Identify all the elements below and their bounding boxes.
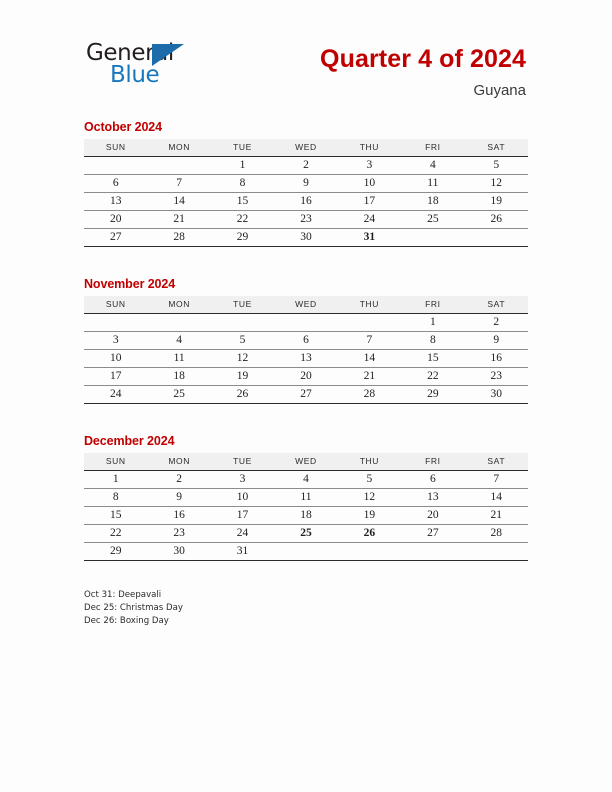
calendar-day[interactable]: 17 bbox=[338, 192, 401, 210]
calendar-day[interactable]: 14 bbox=[338, 349, 401, 367]
calendar-week-row bbox=[84, 506, 528, 524]
calendar-day-empty bbox=[274, 542, 337, 560]
calendar-day[interactable]: 23 bbox=[274, 210, 337, 228]
holiday-legend-item: Dec 25: Christmas Day bbox=[84, 603, 183, 614]
calendar-day[interactable]: 11 bbox=[274, 488, 337, 506]
calendar-day-empty bbox=[84, 156, 147, 174]
calendar-day-empty bbox=[465, 228, 528, 246]
calendar-day-holiday[interactable]: 26 bbox=[338, 524, 401, 542]
holiday-legend bbox=[84, 589, 404, 629]
calendar-day[interactable]: 3 bbox=[211, 470, 274, 488]
month-block-october bbox=[84, 120, 528, 247]
calendar-week-row bbox=[84, 524, 528, 542]
month-title: November 2024 bbox=[84, 277, 176, 291]
calendar-day[interactable]: 10 bbox=[84, 349, 147, 367]
calendar-day[interactable]: 7 bbox=[338, 331, 401, 349]
calendar-day[interactable]: 9 bbox=[147, 488, 210, 506]
calendar-day[interactable]: 20 bbox=[401, 506, 464, 524]
calendar-week-row bbox=[84, 470, 528, 488]
calendar-day[interactable]: 4 bbox=[147, 331, 210, 349]
calendar-day[interactable]: 20 bbox=[84, 210, 147, 228]
calendar-body bbox=[84, 156, 528, 246]
calendar-day[interactable]: 4 bbox=[274, 470, 337, 488]
calendar-day-holiday[interactable]: 31 bbox=[338, 228, 401, 246]
calendar-week-row bbox=[84, 174, 528, 192]
calendar-day[interactable]: 12 bbox=[211, 349, 274, 367]
weekday-header-wed: WED bbox=[274, 296, 337, 313]
calendar-day[interactable]: 29 bbox=[84, 542, 147, 560]
calendar-day[interactable]: 4 bbox=[401, 156, 464, 174]
calendar-day[interactable]: 26 bbox=[211, 385, 274, 403]
calendar-day[interactable]: 19 bbox=[211, 367, 274, 385]
calendar-day[interactable]: 5 bbox=[338, 470, 401, 488]
calendar-day[interactable]: 29 bbox=[211, 228, 274, 246]
month-title: October 2024 bbox=[84, 120, 163, 134]
calendar-day[interactable]: 24 bbox=[211, 524, 274, 542]
weekday-header-fri: FRI bbox=[401, 453, 464, 470]
calendar-day[interactable]: 12 bbox=[465, 174, 528, 192]
calendar-day[interactable]: 28 bbox=[147, 228, 210, 246]
calendar-day[interactable]: 24 bbox=[84, 385, 147, 403]
logo-text-blue: Blue bbox=[110, 62, 160, 88]
calendar-day[interactable]: 30 bbox=[147, 542, 210, 560]
calendar-day[interactable]: 15 bbox=[84, 506, 147, 524]
calendar-day[interactable]: 14 bbox=[465, 488, 528, 506]
calendar-week-row bbox=[84, 385, 528, 403]
calendar-week-row bbox=[84, 331, 528, 349]
calendar-day[interactable]: 28 bbox=[465, 524, 528, 542]
calendar-day[interactable]: 27 bbox=[84, 228, 147, 246]
month-block-november bbox=[84, 277, 528, 404]
calendar-day[interactable]: 2 bbox=[465, 313, 528, 331]
calendar-day[interactable]: 16 bbox=[274, 192, 337, 210]
weekday-header-mon: MON bbox=[147, 453, 210, 470]
calendar-day[interactable]: 17 bbox=[211, 506, 274, 524]
calendar-day[interactable]: 16 bbox=[147, 506, 210, 524]
calendar-day[interactable]: 30 bbox=[465, 385, 528, 403]
calendar-day-empty bbox=[274, 313, 337, 331]
page-title: Quarter 4 of 2024 bbox=[320, 45, 526, 73]
weekday-header-row bbox=[84, 453, 528, 470]
calendar-day[interactable]: 25 bbox=[147, 385, 210, 403]
calendar-week-row bbox=[84, 488, 528, 506]
calendar-day[interactable]: 28 bbox=[338, 385, 401, 403]
calendar-day[interactable]: 20 bbox=[274, 367, 337, 385]
holiday-legend-item: Dec 26: Boxing Day bbox=[84, 616, 169, 627]
calendar-day-empty bbox=[147, 156, 210, 174]
calendar-day[interactable]: 5 bbox=[465, 156, 528, 174]
calendar-day[interactable]: 15 bbox=[401, 349, 464, 367]
calendar-day-empty bbox=[211, 313, 274, 331]
weekday-header-sun: SUN bbox=[84, 296, 147, 313]
calendar-table-december bbox=[84, 453, 528, 561]
calendar-day-holiday[interactable]: 25 bbox=[274, 524, 337, 542]
calendar-day-empty bbox=[338, 542, 401, 560]
weekday-header-row bbox=[84, 296, 528, 313]
weekday-header-tue: TUE bbox=[211, 453, 274, 470]
calendar-table-october bbox=[84, 139, 528, 247]
calendar-day[interactable]: 13 bbox=[84, 192, 147, 210]
calendar-day[interactable]: 19 bbox=[338, 506, 401, 524]
weekday-header-thu: THU bbox=[338, 296, 401, 313]
weekday-header-thu: THU bbox=[338, 139, 401, 156]
calendar-day[interactable]: 18 bbox=[147, 367, 210, 385]
calendar-day[interactable]: 9 bbox=[465, 331, 528, 349]
calendar-day[interactable]: 7 bbox=[465, 470, 528, 488]
calendar-day[interactable]: 3 bbox=[84, 331, 147, 349]
calendar-day[interactable]: 19 bbox=[465, 192, 528, 210]
calendar-day-empty bbox=[84, 313, 147, 331]
calendar-day[interactable]: 29 bbox=[401, 385, 464, 403]
calendar-day[interactable]: 22 bbox=[84, 524, 147, 542]
calendar-day[interactable]: 22 bbox=[401, 367, 464, 385]
holiday-legend-item: Oct 31: Deepavali bbox=[84, 590, 162, 600]
weekday-header-wed: WED bbox=[274, 453, 337, 470]
calendar-day[interactable]: 16 bbox=[465, 349, 528, 367]
calendar-day[interactable]: 25 bbox=[401, 210, 464, 228]
calendar-day[interactable]: 18 bbox=[274, 506, 337, 524]
calendar-day[interactable]: 8 bbox=[84, 488, 147, 506]
weekday-header-mon: MON bbox=[147, 139, 210, 156]
calendar-day[interactable]: 26 bbox=[465, 210, 528, 228]
weekday-header-sat: SAT bbox=[465, 296, 528, 313]
calendar-day-empty bbox=[338, 313, 401, 331]
calendar-day[interactable]: 1 bbox=[84, 470, 147, 488]
calendar-day[interactable]: 1 bbox=[211, 156, 274, 174]
calendar-day[interactable]: 2 bbox=[147, 470, 210, 488]
calendar-day[interactable]: 9 bbox=[274, 174, 337, 192]
calendar-week-row bbox=[84, 210, 528, 228]
weekday-header-thu: THU bbox=[338, 453, 401, 470]
calendar-day[interactable]: 13 bbox=[274, 349, 337, 367]
calendar-day[interactable]: 8 bbox=[401, 331, 464, 349]
calendar-day[interactable]: 7 bbox=[147, 174, 210, 192]
country-label: Guyana bbox=[473, 82, 526, 99]
calendar-day[interactable]: 27 bbox=[401, 524, 464, 542]
calendar-day-empty bbox=[147, 313, 210, 331]
calendar-week-row bbox=[84, 349, 528, 367]
calendar-day[interactable]: 22 bbox=[211, 210, 274, 228]
calendar-day-empty bbox=[401, 542, 464, 560]
weekday-header-sat: SAT bbox=[465, 453, 528, 470]
weekday-header-row bbox=[84, 139, 528, 156]
calendar-day[interactable]: 15 bbox=[211, 192, 274, 210]
weekday-header-mon: MON bbox=[147, 296, 210, 313]
calendar-day[interactable]: 30 bbox=[274, 228, 337, 246]
general-blue-logo[interactable] bbox=[86, 41, 206, 87]
calendar-week-row bbox=[84, 228, 528, 246]
calendar-week-row bbox=[84, 192, 528, 210]
calendar-week-row bbox=[84, 313, 528, 331]
weekday-header-sat: SAT bbox=[465, 139, 528, 156]
calendar-day[interactable]: 17 bbox=[84, 367, 147, 385]
calendar-day[interactable]: 24 bbox=[338, 210, 401, 228]
calendar-day[interactable]: 14 bbox=[147, 192, 210, 210]
weekday-header-fri: FRI bbox=[401, 296, 464, 313]
logo-text-general: General bbox=[86, 40, 174, 66]
calendar-day[interactable]: 5 bbox=[211, 331, 274, 349]
calendar-week-row bbox=[84, 156, 528, 174]
calendar-day[interactable]: 2 bbox=[274, 156, 337, 174]
calendar-week-row bbox=[84, 542, 528, 560]
calendar-day[interactable]: 21 bbox=[465, 506, 528, 524]
calendar-body bbox=[84, 470, 528, 560]
calendar-day[interactable]: 6 bbox=[84, 174, 147, 192]
calendar-day[interactable]: 31 bbox=[211, 542, 274, 560]
calendar-day[interactable]: 11 bbox=[147, 349, 210, 367]
month-title: December 2024 bbox=[84, 434, 175, 448]
page-header bbox=[0, 0, 612, 112]
calendar-body bbox=[84, 313, 528, 403]
weekday-header-tue: TUE bbox=[211, 139, 274, 156]
calendar-day-empty bbox=[465, 542, 528, 560]
calendar-day[interactable]: 21 bbox=[338, 367, 401, 385]
calendar-day[interactable]: 13 bbox=[401, 488, 464, 506]
calendar-week-row bbox=[84, 367, 528, 385]
weekday-header-sun: SUN bbox=[84, 453, 147, 470]
calendar-day[interactable]: 10 bbox=[211, 488, 274, 506]
calendar-day[interactable]: 11 bbox=[401, 174, 464, 192]
month-block-december bbox=[84, 434, 528, 561]
calendar-day-empty bbox=[401, 228, 464, 246]
calendar-day[interactable]: 21 bbox=[147, 210, 210, 228]
calendar-day[interactable]: 27 bbox=[274, 385, 337, 403]
calendar-day[interactable]: 10 bbox=[338, 174, 401, 192]
calendar-day[interactable]: 23 bbox=[465, 367, 528, 385]
calendar-day[interactable]: 1 bbox=[401, 313, 464, 331]
calendar-day[interactable]: 12 bbox=[338, 488, 401, 506]
calendar-day[interactable]: 8 bbox=[211, 174, 274, 192]
calendar-day[interactable]: 23 bbox=[147, 524, 210, 542]
calendar-day[interactable]: 6 bbox=[401, 470, 464, 488]
calendar-table-november bbox=[84, 296, 528, 404]
calendar-day[interactable]: 3 bbox=[338, 156, 401, 174]
weekday-header-tue: TUE bbox=[211, 296, 274, 313]
calendar-day[interactable]: 6 bbox=[274, 331, 337, 349]
calendar-day[interactable]: 18 bbox=[401, 192, 464, 210]
weekday-header-sun: SUN bbox=[84, 139, 147, 156]
weekday-header-wed: WED bbox=[274, 139, 337, 156]
weekday-header-fri: FRI bbox=[401, 139, 464, 156]
